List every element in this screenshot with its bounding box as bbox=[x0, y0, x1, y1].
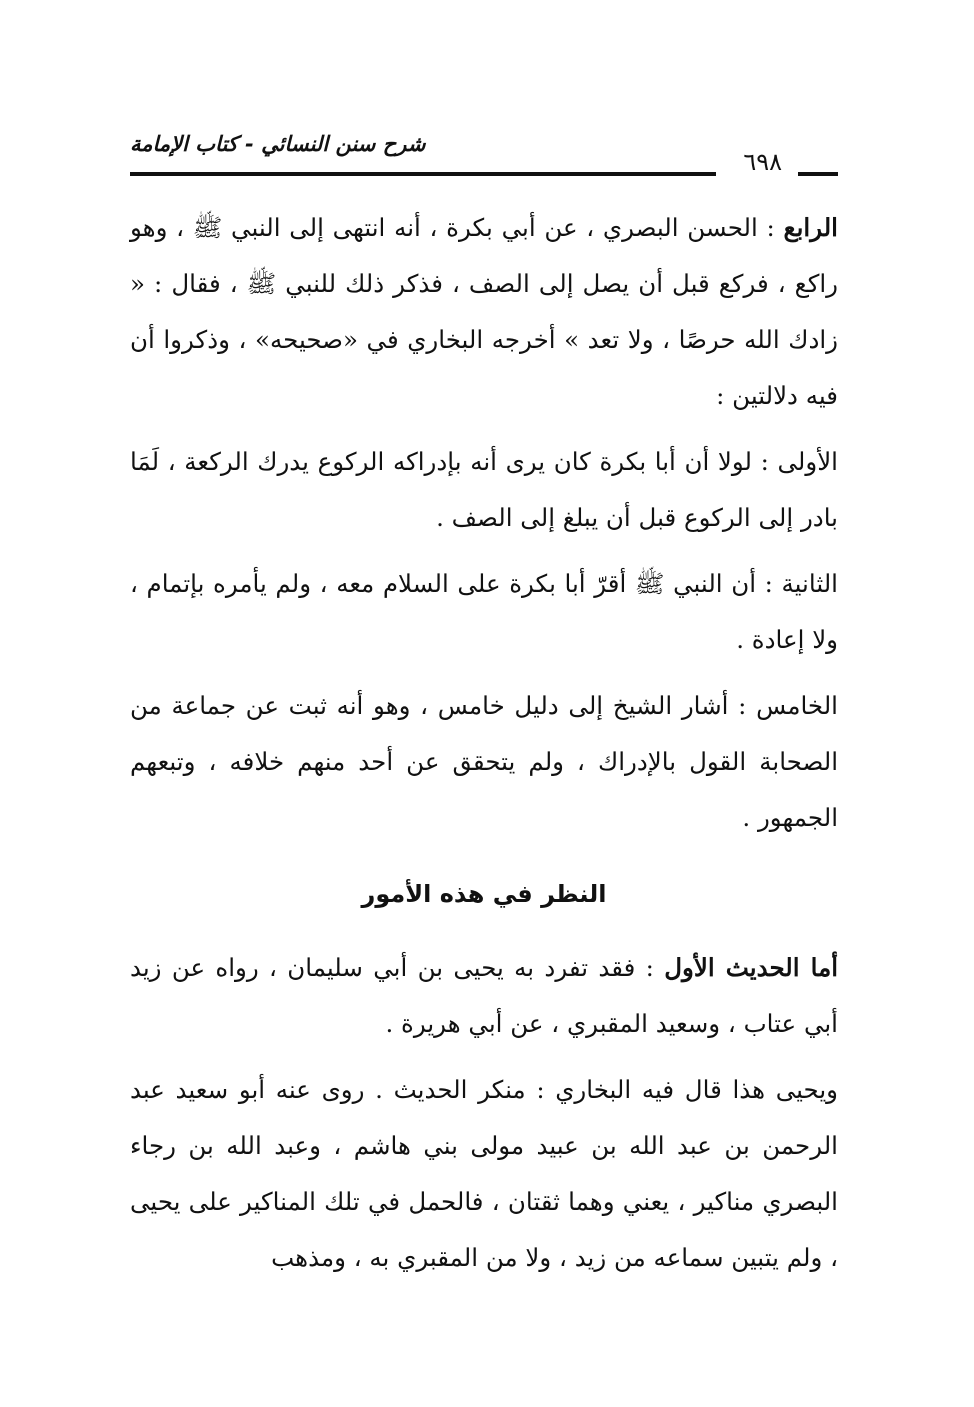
paragraph-text: : فقد تفرد به يحيى بن أبي سليمان ، رواه عن زيد أبي عتاب ، وسعيد المقبري ، عن أبي هريرة . bbox=[130, 953, 838, 1038]
header-rule bbox=[130, 172, 716, 176]
paragraph-yahya bbox=[130, 1062, 838, 1286]
paragraph-fourth-evidence bbox=[130, 200, 838, 424]
paragraph-text: ويحيى هذا قال فيه البخاري : منكر الحديث . روى عنه أبو سعيد عبد الرحمن بن عبد الله بن عبيد مولى بني هاشم ، وعبد الله بن رجاء البصري مناكير ، يعني وهما ثقتان ، فالحمل في تلك المناكير على يحيى ، ولم يتبين سماعه من زيد ، ولا من المقبري به ، ومذهب bbox=[130, 1075, 838, 1272]
paragraph-lead: أما الحديث الأول bbox=[664, 953, 838, 982]
paragraph-second-indication bbox=[130, 556, 838, 668]
section-heading: النظر في هذه الأمور bbox=[361, 880, 607, 908]
running-title: شرح سنن النسائي - كتاب الإمامة bbox=[130, 132, 426, 156]
paragraph-first-hadith bbox=[130, 940, 838, 1052]
paragraph-fifth-evidence bbox=[130, 678, 838, 846]
paragraph-text: الثانية : أن النبي ﷺ أقرّ أبا بكرة على السلام معه ، ولم يأمره بإتمام ، ولا إعادة . bbox=[130, 569, 838, 654]
page-header bbox=[130, 128, 838, 178]
paragraph-text: الأولى : لولا أن أبا بكرة كان يرى أنه بإدراكه الركوع يدرك الركعة ، لَمَا بادر إلى الركوع قبل أن يبلغ إلى الصف . bbox=[130, 447, 838, 532]
header-rule-end bbox=[798, 172, 838, 176]
page-body bbox=[130, 200, 838, 1296]
paragraph-text: : الحسن البصري ، عن أبي بكرة ، أنه انتهى إلى النبي ﷺ ، وهو راكع ، فركع قبل أن يصل إلى الصف ، فذكر ذلك للنبي ﷺ ، فقال : « زادك الله حرصًا ، ولا تعد » أخرجه البخاري في «صحيحه» ، وذكروا أن فيه دلالتين : bbox=[130, 213, 838, 410]
paragraph-first-indication bbox=[130, 434, 838, 546]
paragraph-lead: الرابع bbox=[783, 213, 838, 242]
paragraph-text: الخامس : أشار الشيخ إلى دليل خامس ، وهو أنه ثبت عن جماعة من الصحابة القول بالإدراك ، ولم يتحقق عن أحد منهم خلافه ، وتبعهم الجمهور . bbox=[130, 691, 838, 832]
page-number: ٦٩٨ bbox=[743, 148, 782, 176]
